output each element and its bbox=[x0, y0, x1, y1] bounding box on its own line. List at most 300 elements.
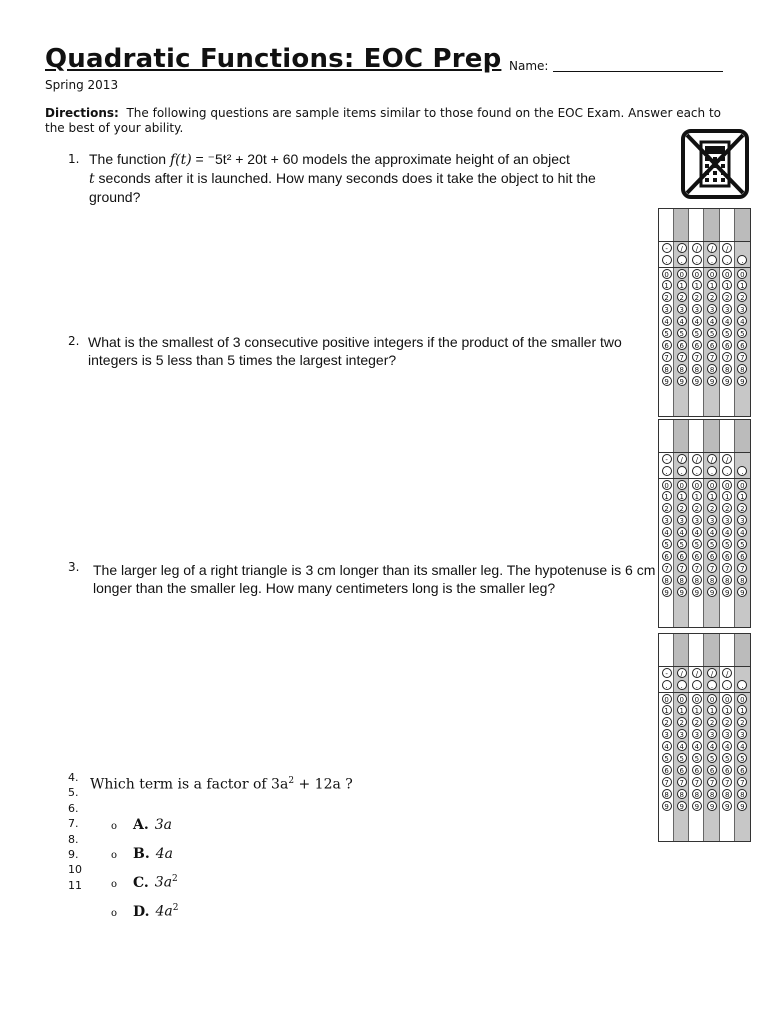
gridin-bubble[interactable]: 5 bbox=[692, 753, 702, 763]
question-number: 3. bbox=[68, 560, 80, 574]
gridin-bubble[interactable]: 0 bbox=[722, 269, 732, 279]
gridin-bubble[interactable]: 0 bbox=[737, 269, 747, 279]
gridin-bubble[interactable]: 5 bbox=[662, 753, 672, 763]
gridin-bubble-row bbox=[659, 303, 750, 315]
gridin-write-row[interactable] bbox=[659, 209, 750, 242]
gridin-bubble[interactable]: 3 bbox=[692, 729, 702, 739]
gridin-bubble[interactable]: 4 bbox=[722, 741, 732, 751]
gridin-bubble[interactable]: 1 bbox=[692, 705, 702, 715]
gridin-bubble[interactable]: 2 bbox=[707, 503, 717, 513]
gridin-bubble[interactable]: 2 bbox=[722, 717, 732, 727]
hollow-circle-bullet-icon: o bbox=[111, 907, 118, 919]
gridin-bubble-row bbox=[659, 279, 750, 291]
gridin-bubble-row bbox=[659, 764, 750, 776]
gridin-bubble[interactable]: 2 bbox=[722, 292, 732, 302]
gridin-bubble[interactable]: 2 bbox=[707, 292, 717, 302]
gridin-bubble[interactable]: . bbox=[692, 466, 702, 476]
gridin-bubble[interactable]: 5 bbox=[662, 539, 672, 549]
gridin-bubble-row bbox=[659, 752, 750, 764]
gridin-write-cell[interactable] bbox=[674, 420, 689, 452]
choice-exponent: 2 bbox=[172, 874, 178, 884]
gridin-bubble[interactable]: 4 bbox=[707, 316, 717, 326]
gridin-bubble[interactable]: 6 bbox=[677, 765, 687, 775]
gridin-bubble[interactable]: 4 bbox=[662, 527, 672, 537]
gridin-bubble-row bbox=[659, 502, 750, 514]
gridin-bubble[interactable]: 4 bbox=[737, 741, 747, 751]
gridin-bubble[interactable]: 0 bbox=[677, 480, 687, 490]
gridin-bubble[interactable]: 2 bbox=[692, 292, 702, 302]
choice-value: 4a bbox=[155, 846, 173, 862]
gridin-bubble[interactable]: 4 bbox=[707, 527, 717, 537]
choice-value: 4a bbox=[155, 903, 173, 920]
gridin-bubble[interactable]: . bbox=[677, 466, 687, 476]
gridin-bubble[interactable]: 1 bbox=[662, 491, 672, 501]
gridin-bubble[interactable]: 5 bbox=[707, 328, 717, 338]
gridin-bubble[interactable]: 4 bbox=[677, 741, 687, 751]
directions bbox=[45, 106, 735, 136]
gridin-bubble[interactable]: 6 bbox=[662, 551, 672, 561]
gridin-bubble[interactable]: 3 bbox=[677, 515, 687, 525]
gridin-write-cell[interactable] bbox=[674, 634, 689, 666]
gridin-bubble[interactable]: 5 bbox=[692, 328, 702, 338]
gridin-bubble[interactable]: 2 bbox=[692, 717, 702, 727]
gridin-bubble-row bbox=[659, 704, 750, 716]
gridin-write-cell[interactable] bbox=[720, 209, 735, 241]
gridin-bubble[interactable]: 7 bbox=[692, 777, 702, 787]
gridin-bubble[interactable]: 9 bbox=[692, 376, 702, 386]
gridin-bubble[interactable]: . bbox=[662, 255, 672, 265]
question-text: + 12a ? bbox=[294, 776, 353, 793]
gridin-bubble[interactable]: 8 bbox=[677, 364, 687, 374]
gridin-bubble[interactable]: 6 bbox=[692, 765, 702, 775]
question-number: 6. bbox=[68, 801, 79, 815]
gridin-bubble[interactable]: 9 bbox=[722, 376, 732, 386]
gridin-bubble[interactable]: 6 bbox=[707, 551, 717, 561]
choice-d[interactable] bbox=[111, 903, 179, 920]
gridin-bubble-row bbox=[659, 788, 750, 800]
gridin-bubble[interactable]: / bbox=[707, 243, 717, 253]
gridin-bubble[interactable]: 1 bbox=[677, 280, 687, 290]
gridin-write-row[interactable] bbox=[659, 420, 750, 453]
gridin-bubble[interactable]: 3 bbox=[722, 515, 732, 525]
gridin-bubble[interactable]: 5 bbox=[737, 539, 747, 549]
gridin-bubble-row bbox=[659, 679, 750, 691]
gridin-bubble[interactable]: 5 bbox=[677, 539, 687, 549]
gridin-bubble[interactable]: 5 bbox=[737, 753, 747, 763]
choice-value: 3a bbox=[154, 874, 173, 891]
question-number: 11 bbox=[68, 878, 82, 892]
gridin-bubble[interactable]: / bbox=[677, 243, 687, 253]
gridin-bubble[interactable]: 3 bbox=[692, 304, 702, 314]
gridin-bubble[interactable]: 9 bbox=[662, 801, 672, 811]
gridin-bubble[interactable]: 0 bbox=[722, 480, 732, 490]
gridin-bubble[interactable]: 1 bbox=[677, 491, 687, 501]
gridin-bubble[interactable]: 8 bbox=[662, 364, 672, 374]
gridin-bubble[interactable]: . bbox=[662, 680, 672, 690]
gridin-bubble[interactable]: 4 bbox=[662, 316, 672, 326]
gridin-bubble[interactable]: 2 bbox=[737, 503, 747, 513]
gridin-bubble[interactable]: 5 bbox=[662, 328, 672, 338]
gridin-bubble[interactable]: 9 bbox=[677, 801, 687, 811]
gridin-write-cell[interactable] bbox=[674, 209, 689, 241]
gridin-bubble[interactable]: . bbox=[662, 466, 672, 476]
gridin-write-cell[interactable] bbox=[659, 209, 674, 241]
gridin-bubble[interactable]: 4 bbox=[737, 316, 747, 326]
gridin-bubble[interactable]: 8 bbox=[707, 575, 717, 585]
gridin-bubble-row bbox=[659, 490, 750, 502]
gridin-bubble-row bbox=[659, 254, 750, 266]
gridin-answer-box-3[interactable] bbox=[658, 633, 751, 842]
name-field-line[interactable] bbox=[553, 71, 723, 72]
gridin-bubble[interactable]: 3 bbox=[677, 729, 687, 739]
gridin-bubble[interactable]: / bbox=[677, 668, 687, 678]
gridin-bubble[interactable]: 7 bbox=[662, 352, 672, 362]
gridin-bubble[interactable]: 9 bbox=[737, 587, 747, 597]
gridin-bubble[interactable]: 0 bbox=[677, 694, 687, 704]
question-number: 9. bbox=[68, 848, 79, 862]
gridin-bubble[interactable]: 7 bbox=[662, 777, 672, 787]
gridin-bubble[interactable]: . bbox=[737, 255, 747, 265]
gridin-bubble-row bbox=[659, 375, 750, 387]
gridin-bubble[interactable]: 2 bbox=[722, 503, 732, 513]
gridin-bubble[interactable]: 2 bbox=[662, 503, 672, 513]
gridin-write-cell[interactable] bbox=[735, 634, 750, 666]
gridin-write-cell[interactable] bbox=[735, 209, 750, 241]
gridin-bubble[interactable]: 1 bbox=[677, 705, 687, 715]
gridin-bubble[interactable]: 5 bbox=[722, 539, 732, 549]
gridin-bubble-row bbox=[659, 315, 750, 327]
gridin-bubble[interactable]: 0 bbox=[707, 694, 717, 704]
gridin-bubble[interactable]: / bbox=[707, 454, 717, 464]
gridin-bubble[interactable]: 7 bbox=[692, 563, 702, 573]
gridin-bubble[interactable]: . bbox=[692, 680, 702, 690]
gridin-bubble[interactable]: . bbox=[692, 255, 702, 265]
gridin-bubble[interactable]: 1 bbox=[692, 491, 702, 501]
gridin-bubble[interactable]: . bbox=[677, 255, 687, 265]
gridin-bubble[interactable]: 7 bbox=[722, 777, 732, 787]
gridin-bubble[interactable]: 2 bbox=[692, 503, 702, 513]
gridin-bubble[interactable]: 8 bbox=[692, 789, 702, 799]
gridin-bubble[interactable]: 9 bbox=[707, 587, 717, 597]
question-4-stem: Which term is a factor of $3a^2 + 12a$ ? bbox=[90, 776, 353, 793]
gridin-bubble[interactable]: 8 bbox=[737, 789, 747, 799]
gridin-bubble[interactable]: 1 bbox=[662, 280, 672, 290]
gridin-bubble[interactable]: 0 bbox=[692, 269, 702, 279]
gridin-bubble[interactable]: 1 bbox=[707, 280, 717, 290]
question-3: The larger leg of a right triangle is 3 cm longer than its smaller leg. The hypotenuse is 6 cm longer than the smaller leg. How many centimeters long is the smaller leg? bbox=[93, 562, 656, 596]
gridin-write-cell[interactable] bbox=[659, 420, 674, 452]
gridin-bubble[interactable]: 9 bbox=[692, 587, 702, 597]
gridin-bubble[interactable]: 9 bbox=[722, 801, 732, 811]
question-1 bbox=[89, 150, 634, 206]
gridin-bubble-row bbox=[659, 800, 750, 812]
gridin-bubble[interactable]: 3 bbox=[737, 304, 747, 314]
gridin-bubble[interactable]: 9 bbox=[707, 801, 717, 811]
gridin-bubble-row bbox=[659, 550, 750, 562]
gridin-bubble[interactable]: . bbox=[722, 466, 732, 476]
gridin-bubble[interactable]: 8 bbox=[677, 575, 687, 585]
gridin-bubble[interactable]: 8 bbox=[722, 789, 732, 799]
gridin-bubble[interactable]: 6 bbox=[722, 551, 732, 561]
choice-letter: A. bbox=[133, 817, 149, 833]
gridin-bubble[interactable]: 1 bbox=[707, 705, 717, 715]
gridin-bubble[interactable]: 3 bbox=[677, 304, 687, 314]
gridin-bubble[interactable]: 7 bbox=[707, 563, 717, 573]
gridin-bubble[interactable]: 0 bbox=[707, 269, 717, 279]
gridin-bubble[interactable]: 6 bbox=[692, 340, 702, 350]
gridin-bubble[interactable]: 7 bbox=[722, 352, 732, 362]
gridin-bubble[interactable]: 7 bbox=[662, 563, 672, 573]
gridin-bubble[interactable]: 3 bbox=[662, 729, 672, 739]
gridin-bubble[interactable]: / bbox=[707, 668, 717, 678]
gridin-bubble[interactable]: 9 bbox=[677, 587, 687, 597]
gridin-bubble[interactable]: 9 bbox=[677, 376, 687, 386]
directions-text: The following questions are sample items similar to those found on the EOC Exam. Answer each to the best of your ability. bbox=[45, 106, 721, 135]
name-label: Name: bbox=[509, 59, 549, 73]
gridin-bubble[interactable]: 4 bbox=[692, 527, 702, 537]
gridin-bubble[interactable]: . bbox=[707, 255, 717, 265]
gridin-bubble[interactable]: / bbox=[677, 454, 687, 464]
gridin-bubble-row bbox=[659, 586, 750, 598]
question-text: The function bbox=[89, 151, 170, 167]
gridin-bubble[interactable]: 5 bbox=[722, 328, 732, 338]
gridin-bubble[interactable]: 0 bbox=[677, 269, 687, 279]
gridin-bubble[interactable]: 0 bbox=[737, 694, 747, 704]
gridin-bubble[interactable]: 9 bbox=[737, 376, 747, 386]
subtitle: Spring 2013 bbox=[45, 78, 119, 92]
gridin-bubble[interactable]: 8 bbox=[692, 575, 702, 585]
gridin-bubble[interactable]: 6 bbox=[677, 551, 687, 561]
gridin-bubble[interactable]: / bbox=[692, 454, 702, 464]
gridin-bubble[interactable]: 1 bbox=[722, 280, 732, 290]
gridin-bubble[interactable]: 2 bbox=[737, 292, 747, 302]
gridin-write-cell[interactable] bbox=[659, 634, 674, 666]
question-number: 1. bbox=[68, 152, 80, 166]
gridin-bubble[interactable]: 4 bbox=[692, 316, 702, 326]
function-notation: f(t) bbox=[169, 152, 192, 168]
gridin-bubble[interactable]: 9 bbox=[737, 801, 747, 811]
gridin-write-cell[interactable] bbox=[704, 209, 719, 241]
gridin-bubble[interactable]: 3 bbox=[722, 729, 732, 739]
gridin-bubble[interactable]: 4 bbox=[677, 527, 687, 537]
gridin-bubble[interactable]: 2 bbox=[707, 717, 717, 727]
choice-exponent: 2 bbox=[172, 903, 179, 913]
gridin-bubble[interactable]: / bbox=[692, 243, 702, 253]
gridin-bubble[interactable]: 1 bbox=[722, 705, 732, 715]
gridin-write-cell[interactable] bbox=[704, 420, 719, 452]
no-calculator-icon bbox=[680, 128, 750, 200]
gridin-bubble[interactable]: 3 bbox=[692, 515, 702, 525]
question-text: seconds after it is launched. How many seconds does it take the object to hit the ground? bbox=[89, 170, 596, 205]
gridin-bubble[interactable]: 5 bbox=[692, 539, 702, 549]
gridin-bubble[interactable]: 7 bbox=[707, 777, 717, 787]
gridin-bubble-row bbox=[659, 242, 750, 254]
gridin-answer-box-2[interactable] bbox=[658, 419, 751, 628]
gridin-bubble[interactable]: 8 bbox=[662, 789, 672, 799]
gridin-bubble[interactable]: 1 bbox=[737, 491, 747, 501]
gridin-bubble[interactable]: 8 bbox=[737, 575, 747, 585]
gridin-bubble[interactable]: 6 bbox=[737, 340, 747, 350]
question-number: 8. bbox=[68, 832, 79, 846]
gridin-bubble[interactable]: 0 bbox=[662, 480, 672, 490]
choice-value: 3a bbox=[154, 817, 173, 833]
gridin-bubble[interactable]: 7 bbox=[737, 563, 747, 573]
gridin-bubble[interactable]: 9 bbox=[692, 801, 702, 811]
gridin-bubble-row bbox=[659, 514, 750, 526]
gridin-bubble[interactable]: / bbox=[722, 454, 732, 464]
gridin-bubble-row bbox=[659, 574, 750, 586]
hollow-circle-bullet-icon: o bbox=[111, 850, 118, 861]
gridin-bubble[interactable]: 3 bbox=[707, 304, 717, 314]
question-text: = ⁻5t² + 20t + 60 models the approximate height of an object bbox=[191, 151, 570, 167]
overlapping-question-numbers bbox=[68, 770, 82, 893]
choice-letter: B. bbox=[133, 846, 150, 862]
gridin-bubble[interactable]: 6 bbox=[707, 340, 717, 350]
gridin-bubble[interactable]: 4 bbox=[737, 527, 747, 537]
gridin-bubble[interactable]: 6 bbox=[662, 340, 672, 350]
gridin-bubble[interactable]: 0 bbox=[737, 480, 747, 490]
gridin-bubble[interactable]: 4 bbox=[722, 316, 732, 326]
gridin-bubble[interactable]: 9 bbox=[662, 376, 672, 386]
gridin-write-row[interactable] bbox=[659, 634, 750, 667]
gridin-bubble[interactable]: 3 bbox=[707, 515, 717, 525]
gridin-bubble[interactable]: / bbox=[692, 668, 702, 678]
gridin-bubble-row bbox=[659, 351, 750, 363]
gridin-bubble[interactable]: 7 bbox=[692, 352, 702, 362]
gridin-bubble[interactable]: 0 bbox=[662, 694, 672, 704]
gridin-bubble[interactable]: 8 bbox=[692, 364, 702, 374]
gridin-bubble[interactable]: 7 bbox=[722, 563, 732, 573]
gridin-bubble[interactable]: / bbox=[722, 668, 732, 678]
gridin-bubble[interactable]: 1 bbox=[692, 280, 702, 290]
gridin-bubble[interactable]: 7 bbox=[737, 777, 747, 787]
gridin-bubble-row bbox=[659, 526, 750, 538]
gridin-bubble[interactable]: 9 bbox=[662, 587, 672, 597]
gridin-bubble[interactable]: 8 bbox=[662, 575, 672, 585]
gridin-bubble[interactable]: 6 bbox=[722, 765, 732, 775]
gridin-bubble[interactable]: . bbox=[737, 466, 747, 476]
gridin-bubble[interactable]: 0 bbox=[692, 480, 702, 490]
question-number: 4. bbox=[68, 771, 79, 784]
directions-label: Directions: bbox=[45, 106, 119, 120]
gridin-bubble[interactable]: 4 bbox=[677, 316, 687, 326]
gridin-bubble[interactable]: . bbox=[737, 680, 747, 690]
gridin-bubble[interactable]: 8 bbox=[722, 575, 732, 585]
gridin-write-cell[interactable] bbox=[689, 420, 704, 452]
gridin-bubble[interactable]: 6 bbox=[662, 765, 672, 775]
gridin-bubble[interactable]: 7 bbox=[707, 352, 717, 362]
gridin-bubble[interactable]: 7 bbox=[737, 352, 747, 362]
gridin-bubble-row bbox=[659, 363, 750, 375]
gridin-bubble[interactable]: . bbox=[677, 680, 687, 690]
gridin-bubble[interactable]: 3 bbox=[722, 304, 732, 314]
gridin-bubble[interactable]: 1 bbox=[737, 280, 747, 290]
gridin-bubble[interactable]: 5 bbox=[677, 328, 687, 338]
gridin-bubble[interactable]: 6 bbox=[692, 551, 702, 561]
gridin-bubble[interactable]: . bbox=[722, 255, 732, 265]
gridin-bubble[interactable]: 5 bbox=[677, 753, 687, 763]
gridin-bubble[interactable]: 6 bbox=[722, 340, 732, 350]
gridin-bubble[interactable]: 7 bbox=[677, 563, 687, 573]
gridin-bubble[interactable]: 0 bbox=[692, 694, 702, 704]
gridin-bubble[interactable]: / bbox=[722, 243, 732, 253]
gridin-bubble[interactable]: 8 bbox=[707, 364, 717, 374]
gridin-write-cell[interactable] bbox=[735, 420, 750, 452]
gridin-bubble[interactable]: 4 bbox=[692, 741, 702, 751]
gridin-bubble[interactable]: 5 bbox=[707, 539, 717, 549]
gridin-bubble-row bbox=[659, 453, 750, 465]
gridin-bubble[interactable]: 8 bbox=[677, 789, 687, 799]
gridin-bubble[interactable]: 1 bbox=[707, 491, 717, 501]
gridin-bubble[interactable]: 6 bbox=[707, 765, 717, 775]
gridin-bubble[interactable]: . bbox=[722, 680, 732, 690]
gridin-bubble[interactable]: 3 bbox=[737, 515, 747, 525]
gridin-bubble[interactable]: 4 bbox=[722, 527, 732, 537]
choice-letter: D. bbox=[133, 903, 150, 920]
gridin-write-cell[interactable] bbox=[689, 209, 704, 241]
gridin-bubble[interactable]: 0 bbox=[722, 694, 732, 704]
gridin-bubble[interactable]: 2 bbox=[677, 292, 687, 302]
gridin-bubble-row bbox=[659, 667, 750, 679]
gridin-bubble[interactable]: 9 bbox=[722, 587, 732, 597]
gridin-bubble[interactable]: 8 bbox=[722, 364, 732, 374]
gridin-write-cell[interactable] bbox=[689, 634, 704, 666]
gridin-bubble[interactable]: 9 bbox=[707, 376, 717, 386]
gridin-bubble[interactable]: 6 bbox=[737, 551, 747, 561]
gridin-bubble[interactable]: 2 bbox=[677, 503, 687, 513]
gridin-write-cell[interactable] bbox=[720, 634, 735, 666]
gridin-bubble[interactable]: 6 bbox=[737, 765, 747, 775]
gridin-write-cell[interactable] bbox=[704, 634, 719, 666]
gridin-bubble[interactable]: 3 bbox=[662, 515, 672, 525]
gridin-bubble[interactable]: . bbox=[707, 466, 717, 476]
choice-a[interactable] bbox=[111, 817, 172, 833]
gridin-bubble[interactable]: 5 bbox=[722, 753, 732, 763]
gridin-bubble[interactable]: 1 bbox=[722, 491, 732, 501]
gridin-bubble[interactable]: 2 bbox=[662, 292, 672, 302]
choice-b[interactable] bbox=[111, 846, 173, 862]
gridin-bubble[interactable]: 4 bbox=[707, 741, 717, 751]
gridin-bubble[interactable]: 8 bbox=[707, 789, 717, 799]
gridin-bubble[interactable]: 5 bbox=[707, 753, 717, 763]
gridin-bubble[interactable]: 8 bbox=[737, 364, 747, 374]
gridin-bubble[interactable]: 0 bbox=[662, 269, 672, 279]
gridin-bubble[interactable]: 0 bbox=[707, 480, 717, 490]
gridin-bubble[interactable]: 2 bbox=[677, 717, 687, 727]
gridin-bubble[interactable]: 3 bbox=[662, 304, 672, 314]
gridin-bubble[interactable]: 1 bbox=[737, 705, 747, 715]
gridin-answer-box-1[interactable] bbox=[658, 208, 751, 417]
gridin-bubble[interactable]: 5 bbox=[737, 328, 747, 338]
gridin-bubble[interactable]: 7 bbox=[677, 352, 687, 362]
gridin-bubble-row bbox=[659, 728, 750, 740]
gridin-bubble[interactable]: 3 bbox=[707, 729, 717, 739]
gridin-bubble[interactable]: . bbox=[707, 680, 717, 690]
choice-c[interactable] bbox=[111, 874, 178, 891]
gridin-bubble[interactable]: 6 bbox=[677, 340, 687, 350]
gridin-write-cell[interactable] bbox=[720, 420, 735, 452]
gridin-bubble[interactable]: 3 bbox=[737, 729, 747, 739]
gridin-bubble[interactable]: - bbox=[662, 243, 672, 253]
gridin-bubble[interactable]: 1 bbox=[662, 705, 672, 715]
gridin-bubble-row bbox=[659, 740, 750, 752]
gridin-bubble[interactable]: 4 bbox=[662, 741, 672, 751]
gridin-bubble[interactable]: 7 bbox=[677, 777, 687, 787]
gridin-bubble[interactable]: - bbox=[662, 454, 672, 464]
gridin-bubble[interactable]: - bbox=[662, 668, 672, 678]
gridin-bubble[interactable]: 2 bbox=[662, 717, 672, 727]
gridin-bubble[interactable]: 2 bbox=[737, 717, 747, 727]
